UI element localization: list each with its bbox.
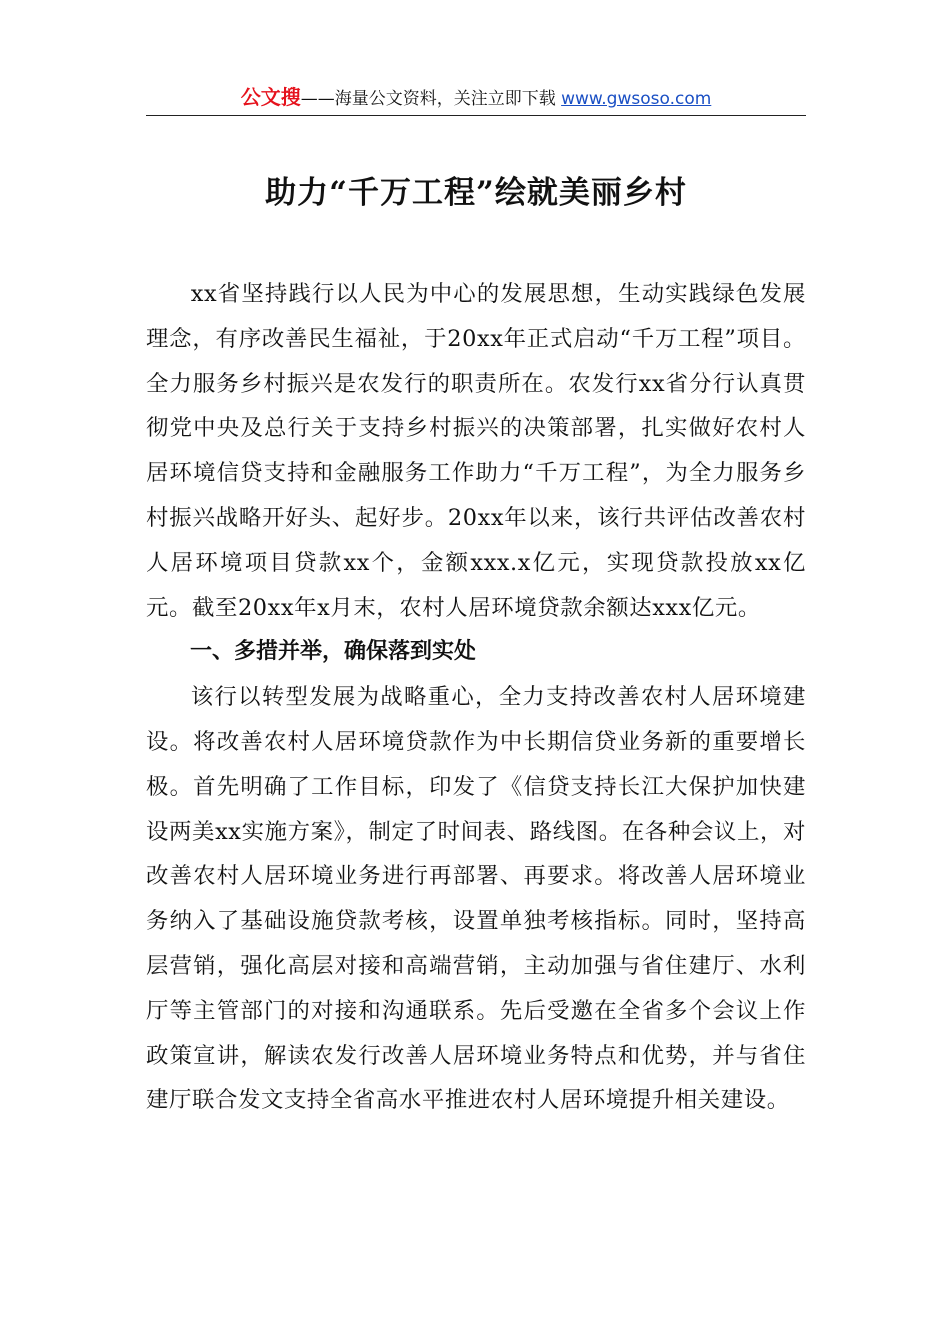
document-title: 助力“千万工程”绘就美丽乡村 <box>265 175 687 211</box>
page-header <box>146 82 806 116</box>
section-heading: 一、多措并举，确保落到实处 <box>190 639 477 665</box>
section-paragraph: 该行以转型发展为战略重心，全力支持改善农村人居环境建设。将改善农村人居环境贷款作为中长期信贷业务新的重要增长极。首先明确了工作目标，印发了《信贷支持长江大保护加快建设两美xx实施方案》，制定了时间表、路线图。在各种会议上，对改善农村人居环境业务进行再部署、再要求。将改善人居环境业务纳入了基础设施贷款考核，设置单独考核指标。同时，坚持高层营销，强化高层对接和高端营销，主动加强与省住建厅、水利厅等主管部门的对接和沟通联系。先后受邀在全省多个会议上作政策宣讲，解读农发行改善人居环境业务特点和优势，并与省住建厅联合发文支持全省高水平推进农村人居环境提升相关建设。 <box>146 684 806 1114</box>
header-divider <box>146 115 806 116</box>
header-tagline: ——海量公文资料，关注立即下载 <box>300 89 562 109</box>
document-body <box>146 272 806 1123</box>
intro-paragraph: xx省坚持践行以人民为中心的发展思想，生动实践绿色发展理念，有序改善民生福祉，于20xx年正式启动“千万工程”项目。全力服务乡村振兴是农发行的职责所在。农发行xx省分行认真贯彻党中央及总行关于支持乡村振兴的决策部署，扎实做好农村人居环境信贷支持和金融服务工作助力“千万工程”，为全力服务乡村振兴战略开好头、起好步。20xx年以来，该行共评估改善农村人居环境项目贷款xx个，金额xxx.x亿元，实现贷款投放xx亿元。截至20xx年x月末，农村人居环境贷款余额达xxx亿元。 <box>146 281 806 621</box>
brand-logo-text[interactable]: 公文搜 <box>240 85 301 109</box>
site-link[interactable]: www.gwsoso.com <box>561 89 712 109</box>
